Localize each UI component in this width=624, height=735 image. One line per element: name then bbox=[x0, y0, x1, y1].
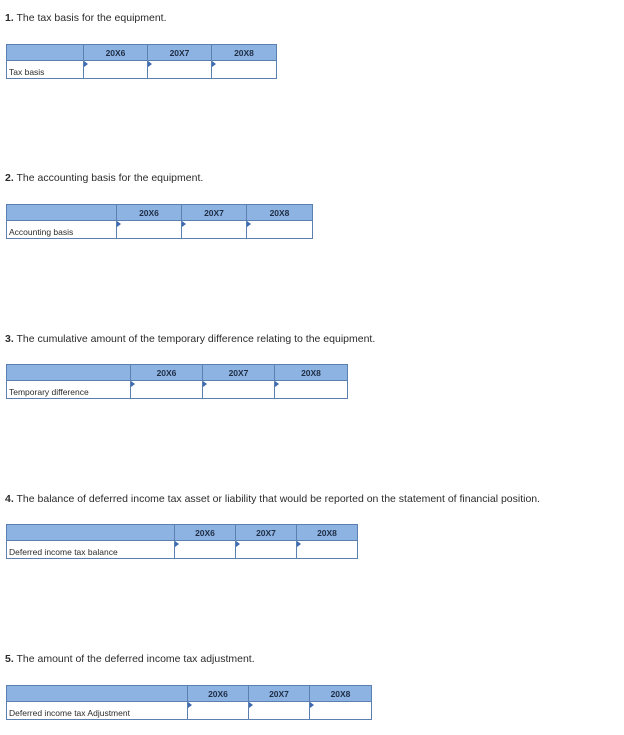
tax-basis-20x8-input[interactable] bbox=[212, 62, 276, 78]
table-row bbox=[7, 702, 372, 720]
answer-cell bbox=[297, 541, 358, 559]
column-header-20x6: 20X6 bbox=[84, 45, 148, 61]
input-marker-icon bbox=[188, 702, 192, 708]
input-marker-icon bbox=[275, 381, 279, 387]
row-label: Accounting basis bbox=[7, 221, 117, 239]
input-marker-icon bbox=[203, 381, 207, 387]
table-header-corner bbox=[7, 45, 84, 61]
temporary-difference-20x7-input[interactable] bbox=[203, 382, 274, 398]
deferred-tax-adjustment-20x8-input[interactable] bbox=[310, 703, 371, 719]
answer-cell bbox=[249, 702, 310, 720]
question-5 bbox=[5, 653, 255, 666]
deferred-tax-balance-20x6-input[interactable] bbox=[175, 542, 235, 558]
question-text: The cumulative amount of the temporary difference relating to the equipment. bbox=[16, 333, 376, 345]
input-marker-icon bbox=[297, 541, 301, 547]
input-marker-icon bbox=[148, 61, 152, 67]
question-3 bbox=[5, 333, 375, 346]
input-marker-icon bbox=[249, 702, 253, 708]
accounting-basis-20x6-input[interactable] bbox=[117, 222, 181, 238]
column-header-20x8: 20X8 bbox=[247, 205, 313, 221]
deferred-tax-balance-20x7-input[interactable] bbox=[236, 542, 296, 558]
answer-cell bbox=[175, 541, 236, 559]
answer-cell bbox=[117, 221, 182, 239]
column-header-20x6: 20X6 bbox=[131, 365, 203, 381]
table-header-row bbox=[7, 205, 313, 221]
question-text: The amount of the deferred income tax adjustment. bbox=[16, 653, 255, 665]
question-1 bbox=[5, 12, 167, 25]
question-number: 2. bbox=[5, 172, 14, 184]
deferred-tax-balance-20x8-input[interactable] bbox=[297, 542, 357, 558]
question-text: The balance of deferred income tax asset or liability that would be reported on the statement of financial position. bbox=[16, 493, 541, 505]
input-marker-icon bbox=[310, 702, 314, 708]
column-header-20x8: 20X8 bbox=[212, 45, 277, 61]
column-header-20x7: 20X7 bbox=[148, 45, 212, 61]
input-marker-icon bbox=[247, 221, 251, 227]
tax-basis-20x6-input[interactable] bbox=[84, 62, 147, 78]
question-text: The tax basis for the equipment. bbox=[16, 12, 167, 24]
input-marker-icon bbox=[84, 61, 88, 67]
answer-cell bbox=[131, 381, 203, 399]
answer-cell bbox=[236, 541, 297, 559]
table-header-corner bbox=[7, 525, 175, 541]
deferred-tax-adjustment-20x6-input[interactable] bbox=[188, 703, 248, 719]
table-row bbox=[7, 541, 358, 559]
deferred-tax-adjustment-table bbox=[6, 685, 372, 720]
answer-cell bbox=[275, 381, 348, 399]
column-header-20x6: 20X6 bbox=[175, 525, 236, 541]
row-label: Temporary difference bbox=[7, 381, 131, 399]
table-row bbox=[7, 61, 277, 79]
question-number: 5. bbox=[5, 653, 14, 665]
answer-cell bbox=[203, 381, 275, 399]
accounting-basis-20x7-input[interactable] bbox=[182, 222, 246, 238]
column-header-20x7: 20X7 bbox=[249, 686, 310, 702]
input-marker-icon bbox=[175, 541, 179, 547]
row-label: Deferred income tax Adjustment bbox=[7, 702, 188, 720]
input-marker-icon bbox=[236, 541, 240, 547]
deferred-tax-adjustment-20x7-input[interactable] bbox=[249, 703, 309, 719]
tax-basis-table bbox=[6, 44, 277, 79]
answer-cell bbox=[310, 702, 372, 720]
input-marker-icon bbox=[117, 221, 121, 227]
table-header-row bbox=[7, 45, 277, 61]
answer-cell bbox=[247, 221, 313, 239]
answer-cell bbox=[182, 221, 247, 239]
question-number: 4. bbox=[5, 493, 14, 505]
question-2 bbox=[5, 172, 203, 185]
table-header-row bbox=[7, 525, 358, 541]
answer-cell bbox=[212, 61, 277, 79]
column-header-20x8: 20X8 bbox=[310, 686, 372, 702]
column-header-20x6: 20X6 bbox=[188, 686, 249, 702]
row-label: Tax basis bbox=[7, 61, 84, 79]
deferred-tax-balance-table bbox=[6, 524, 358, 559]
question-text: The accounting basis for the equipment. bbox=[16, 172, 204, 184]
accounting-basis-table bbox=[6, 204, 313, 239]
input-marker-icon bbox=[131, 381, 135, 387]
column-header-20x7: 20X7 bbox=[236, 525, 297, 541]
row-label: Deferred income tax balance bbox=[7, 541, 175, 559]
column-header-20x7: 20X7 bbox=[182, 205, 247, 221]
question-4 bbox=[5, 493, 540, 506]
answer-cell bbox=[148, 61, 212, 79]
answer-cell bbox=[84, 61, 148, 79]
input-marker-icon bbox=[212, 61, 216, 67]
temporary-difference-20x8-input[interactable] bbox=[275, 382, 347, 398]
table-header-corner bbox=[7, 686, 188, 702]
column-header-20x8: 20X8 bbox=[297, 525, 358, 541]
table-header-corner bbox=[7, 205, 117, 221]
column-header-20x6: 20X6 bbox=[117, 205, 182, 221]
table-header-row bbox=[7, 365, 348, 381]
table-row bbox=[7, 221, 313, 239]
column-header-20x7: 20X7 bbox=[203, 365, 275, 381]
table-header-row bbox=[7, 686, 372, 702]
tax-basis-20x7-input[interactable] bbox=[148, 62, 211, 78]
table-header-corner bbox=[7, 365, 131, 381]
question-number: 3. bbox=[5, 333, 14, 345]
column-header-20x8: 20X8 bbox=[275, 365, 348, 381]
temporary-difference-20x6-input[interactable] bbox=[131, 382, 202, 398]
accounting-basis-20x8-input[interactable] bbox=[247, 222, 312, 238]
input-marker-icon bbox=[182, 221, 186, 227]
question-number: 1. bbox=[5, 12, 14, 24]
table-row bbox=[7, 381, 348, 399]
answer-cell bbox=[188, 702, 249, 720]
temporary-difference-table bbox=[6, 364, 348, 399]
